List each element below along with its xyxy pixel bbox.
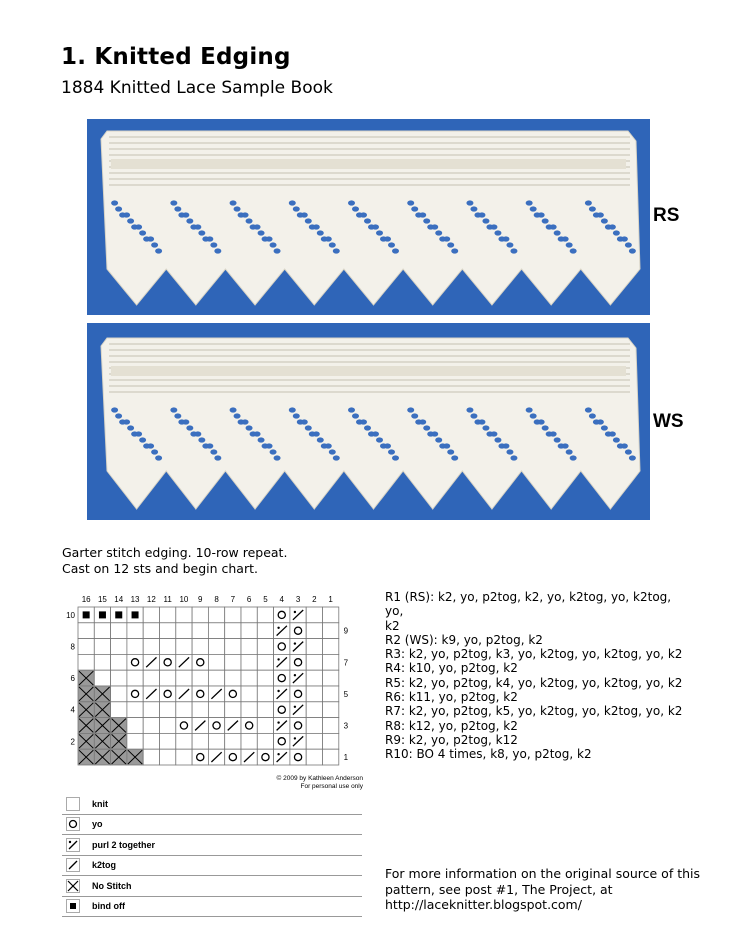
chart-cell xyxy=(127,686,143,702)
column-number: 6 xyxy=(246,595,252,604)
instruction-line: R4: k10, yo, p2tog, k2 xyxy=(385,661,518,676)
chart-cell xyxy=(143,670,159,686)
chart-cell xyxy=(127,623,143,639)
legend-label: No Stitch xyxy=(92,880,132,891)
bind-off-symbol xyxy=(115,611,122,618)
source-line: For more information on the original source of this xyxy=(385,866,701,881)
chart-cell xyxy=(192,718,208,734)
chart-cell xyxy=(257,623,273,639)
chart-cell xyxy=(94,623,110,639)
chart-cell xyxy=(160,749,176,765)
legend-label: bind off xyxy=(92,901,125,912)
instruction-line: R8: k12, yo, p2tog, k2 xyxy=(385,718,518,733)
chart-cell xyxy=(274,686,290,702)
chart-cell xyxy=(127,749,143,765)
source-link: http://laceknitter.blogspot.com/ xyxy=(385,897,582,912)
lace-edging xyxy=(101,131,640,305)
chart-cell xyxy=(78,639,94,655)
chart-cell xyxy=(78,623,94,639)
chart-cell xyxy=(192,639,208,655)
chart-cell xyxy=(225,686,241,702)
row-number-left: 10 xyxy=(66,610,75,620)
chart-cell xyxy=(78,670,94,686)
chart-legend xyxy=(62,794,362,917)
bind-off-symbol xyxy=(83,611,90,618)
chart-cell xyxy=(111,686,127,702)
row-number-right: 3 xyxy=(343,721,349,731)
chart-cell xyxy=(143,607,159,623)
chart-cell xyxy=(78,718,94,734)
chart-cell xyxy=(78,733,94,749)
legend-label: k2tog xyxy=(92,860,117,871)
chart-cell xyxy=(323,702,339,718)
instruction-line: R10: BO 4 times, k8, yo, p2tog, k2 xyxy=(385,747,592,762)
chart-cell xyxy=(323,670,339,686)
chart-cell xyxy=(208,639,224,655)
chart-cell xyxy=(143,702,159,718)
column-number: 12 xyxy=(146,595,156,604)
chart-cell xyxy=(192,670,208,686)
rs-swatch-illustration xyxy=(87,119,650,315)
ws-swatch-illustration xyxy=(87,323,650,520)
chart-cell xyxy=(274,607,290,623)
row-number-right: 1 xyxy=(343,753,349,763)
column-number: 15 xyxy=(97,595,107,604)
chart-cell xyxy=(274,733,290,749)
chart-cell xyxy=(111,639,127,655)
row-number-left: 8 xyxy=(70,642,75,652)
chart-cell xyxy=(306,607,322,623)
chart-cell xyxy=(176,654,192,670)
chart-cell xyxy=(94,654,110,670)
chart-cell xyxy=(257,639,273,655)
chart-cell xyxy=(208,654,224,670)
chart-cell xyxy=(111,733,127,749)
chart-cell xyxy=(274,749,290,765)
chart-cell xyxy=(160,686,176,702)
column-number: 1 xyxy=(328,595,333,604)
chart-cell xyxy=(111,607,127,623)
chart-cell xyxy=(306,639,322,655)
chart-cell xyxy=(290,718,306,734)
page-title: 1. Knitted Edging xyxy=(61,44,291,70)
chart-cell xyxy=(274,670,290,686)
chart-cell xyxy=(290,670,306,686)
chart-cell xyxy=(160,718,176,734)
chart-cell xyxy=(143,654,159,670)
chart-cell xyxy=(127,639,143,655)
chart-cell xyxy=(225,654,241,670)
chart-cell xyxy=(241,749,257,765)
column-number: 5 xyxy=(263,595,268,604)
chart-cell xyxy=(160,702,176,718)
chart-cell xyxy=(160,607,176,623)
chart-cell xyxy=(94,607,110,623)
chart-cell xyxy=(192,686,208,702)
chart-cell xyxy=(176,733,192,749)
chart-cell xyxy=(94,702,110,718)
row-number-right: 5 xyxy=(343,689,349,699)
knit-icon xyxy=(65,796,81,812)
chart-cell xyxy=(176,686,192,702)
chart-cell xyxy=(257,733,273,749)
legend-label: yo xyxy=(92,819,103,830)
swatch-fabric xyxy=(101,131,640,305)
nostitch-icon xyxy=(65,878,81,894)
chart-cell xyxy=(127,654,143,670)
chart-cell xyxy=(176,702,192,718)
chart-cell xyxy=(192,702,208,718)
chart-cell xyxy=(78,686,94,702)
chart-cell xyxy=(192,623,208,639)
chart-cell xyxy=(290,702,306,718)
chart-cell xyxy=(127,718,143,734)
chart-cell xyxy=(274,702,290,718)
chart-cell xyxy=(111,749,127,765)
legend-label: purl 2 together xyxy=(92,839,156,850)
chart-cell xyxy=(94,749,110,765)
chart-cell xyxy=(94,670,110,686)
chart-cell xyxy=(290,686,306,702)
chart-cell xyxy=(225,718,241,734)
legend-item-nostitch xyxy=(62,876,362,897)
chart-cell xyxy=(208,733,224,749)
chart-cell xyxy=(111,623,127,639)
chart-cell xyxy=(274,654,290,670)
chart-cell xyxy=(225,639,241,655)
chart-cell xyxy=(208,718,224,734)
chart-cell xyxy=(241,607,257,623)
chart-cell xyxy=(241,702,257,718)
rs-swatch-photo xyxy=(87,119,650,315)
chart-cell xyxy=(257,654,273,670)
chart-cell xyxy=(160,733,176,749)
chart-cell xyxy=(160,639,176,655)
row-number-right: 9 xyxy=(343,626,349,636)
chart-cell xyxy=(78,702,94,718)
chart-cell xyxy=(274,623,290,639)
row-number-right: 7 xyxy=(343,658,349,668)
chart-cell xyxy=(323,718,339,734)
chart-cell xyxy=(274,639,290,655)
instruction-line: R6: k11, yo, p2tog, k2 xyxy=(385,690,518,705)
rs-label: RS xyxy=(653,205,680,226)
chart-cell xyxy=(241,623,257,639)
instruction-line: k2 xyxy=(385,618,400,633)
chart-cell xyxy=(192,749,208,765)
legend-item-yo xyxy=(62,815,362,836)
instruction-line: R5: k2, yo, p2tog, k4, yo, k2tog, yo, k2tog, yo, k2 xyxy=(385,675,683,690)
chart-grid xyxy=(60,590,365,775)
ws-label: WS xyxy=(653,411,684,432)
row-instructions xyxy=(385,590,690,762)
instruction-line: R7: k2, yo, p2tog, k5, yo, k2tog, yo, k2tog, yo, k2 xyxy=(385,704,683,719)
intro-text xyxy=(62,545,287,577)
chart-cell xyxy=(208,670,224,686)
chart-cell xyxy=(306,686,322,702)
source-line: pattern, see post #1, The Project, at xyxy=(385,881,613,897)
chart-cell xyxy=(323,639,339,655)
column-number: 7 xyxy=(230,595,236,604)
chart-cell xyxy=(323,607,339,623)
chart-cell xyxy=(257,702,273,718)
chart-cell xyxy=(78,654,94,670)
chart-copyright xyxy=(268,775,363,791)
chart-cell xyxy=(143,639,159,655)
chart-cell xyxy=(323,733,339,749)
column-number: 16 xyxy=(81,595,91,604)
chart-cell xyxy=(94,639,110,655)
row-number-left: 6 xyxy=(70,674,75,684)
chart-cell xyxy=(192,733,208,749)
chart-cell xyxy=(208,686,224,702)
chart-cell xyxy=(241,718,257,734)
legend-item-p2tog xyxy=(62,835,362,856)
row-number-left: 4 xyxy=(70,705,75,715)
chart-cell xyxy=(225,670,241,686)
chart-cell xyxy=(94,733,110,749)
chart-cell xyxy=(225,733,241,749)
chart-cell xyxy=(241,639,257,655)
lace-edging xyxy=(101,338,640,509)
chart-cell xyxy=(225,623,241,639)
chart-cell xyxy=(225,749,241,765)
chart-cell xyxy=(257,686,273,702)
chart-cell xyxy=(241,686,257,702)
page-subtitle: 1884 Knitted Lace Sample Book xyxy=(61,78,333,98)
chart-cell xyxy=(306,718,322,734)
chart-cell xyxy=(306,670,322,686)
ws-swatch-photo xyxy=(87,323,650,520)
copyright-line: For personal use only xyxy=(300,783,363,790)
chart-cell xyxy=(290,733,306,749)
chart-cell xyxy=(290,749,306,765)
chart-cell xyxy=(143,686,159,702)
chart-cell xyxy=(323,654,339,670)
chart-cell xyxy=(208,702,224,718)
chart-cell xyxy=(176,718,192,734)
intro-line: Cast on 12 sts and begin chart. xyxy=(62,561,258,576)
chart-cell xyxy=(127,670,143,686)
chart-cell xyxy=(306,733,322,749)
chart-cell xyxy=(257,670,273,686)
chart-cell xyxy=(160,623,176,639)
chart-cell xyxy=(257,607,273,623)
instruction-line: R1 (RS): k2, yo, p2tog, k2, yo, k2tog, yo, k2tog, yo, xyxy=(385,590,672,619)
chart-cell xyxy=(176,749,192,765)
chart-cell xyxy=(208,607,224,623)
chart-cell xyxy=(290,639,306,655)
chart-cell xyxy=(241,654,257,670)
chart-cell xyxy=(143,623,159,639)
chart-cell xyxy=(78,607,94,623)
instruction-line: R3: k2, yo, p2tog, k3, yo, k2tog, yo, k2tog, yo, k2 xyxy=(385,647,683,662)
chart-cell xyxy=(257,749,273,765)
chart-cell xyxy=(176,670,192,686)
legend-label: knit xyxy=(92,798,109,809)
k2tog-icon xyxy=(65,857,81,873)
chart-cell xyxy=(323,749,339,765)
bindoff-icon xyxy=(65,898,81,914)
chart-cell xyxy=(323,623,339,639)
chart-cell xyxy=(208,623,224,639)
column-number: 10 xyxy=(179,595,189,604)
legend-item-bindoff xyxy=(62,897,362,918)
chart-cell xyxy=(111,670,127,686)
bind-off-symbol xyxy=(99,611,106,618)
chart-cell xyxy=(160,670,176,686)
chart-cell xyxy=(192,654,208,670)
instruction-line: R9: k2, yo, p2tog, k12 xyxy=(385,732,518,747)
legend-item-knit xyxy=(62,794,362,815)
row-number-left: 2 xyxy=(70,737,75,747)
bind-off-symbol xyxy=(132,611,139,618)
chart-cell xyxy=(111,654,127,670)
chart-cell xyxy=(143,733,159,749)
chart-cell xyxy=(241,670,257,686)
chart-cell xyxy=(176,607,192,623)
column-number: 14 xyxy=(114,595,124,604)
chart-cell xyxy=(306,654,322,670)
chart-cell xyxy=(143,718,159,734)
column-number: 4 xyxy=(279,595,284,604)
chart-cell xyxy=(290,654,306,670)
chart-cell xyxy=(143,749,159,765)
legend-item-k2tog xyxy=(62,856,362,877)
column-number: 9 xyxy=(198,595,203,604)
source-info xyxy=(385,866,705,913)
chart-cell xyxy=(257,718,273,734)
column-number: 13 xyxy=(130,595,140,604)
chart-cell xyxy=(176,623,192,639)
chart-cell xyxy=(127,607,143,623)
chart-cell xyxy=(225,607,241,623)
chart-cell xyxy=(225,702,241,718)
instruction-line: R2 (WS): k9, yo, p2tog, k2 xyxy=(385,632,543,647)
intro-line: Garter stitch edging. 10-row repeat. xyxy=(62,545,288,560)
chart-cell xyxy=(208,749,224,765)
chart-cell xyxy=(290,607,306,623)
column-number: 11 xyxy=(163,595,172,604)
chart-cell xyxy=(111,702,127,718)
chart-cell xyxy=(306,749,322,765)
column-number: 2 xyxy=(312,595,317,604)
chart-cell xyxy=(160,654,176,670)
chart-cell xyxy=(78,749,94,765)
chart-cell xyxy=(94,718,110,734)
p2tog-icon xyxy=(65,837,81,853)
column-number: 3 xyxy=(295,595,301,604)
chart-cell xyxy=(323,686,339,702)
chart-cell xyxy=(176,639,192,655)
copyright-line: © 2009 by Kathleen Anderson xyxy=(276,775,363,782)
chart-cell xyxy=(290,623,306,639)
chart-cell xyxy=(127,733,143,749)
chart-cell xyxy=(111,718,127,734)
chart-cell xyxy=(94,686,110,702)
chart-cell xyxy=(127,702,143,718)
chart-cell xyxy=(306,702,322,718)
chart-cell xyxy=(241,733,257,749)
chart-cell xyxy=(306,623,322,639)
knitting-chart xyxy=(60,590,365,779)
chart-cell xyxy=(274,718,290,734)
column-number: 8 xyxy=(214,595,219,604)
chart-cell xyxy=(192,607,208,623)
yo-icon xyxy=(65,816,81,832)
